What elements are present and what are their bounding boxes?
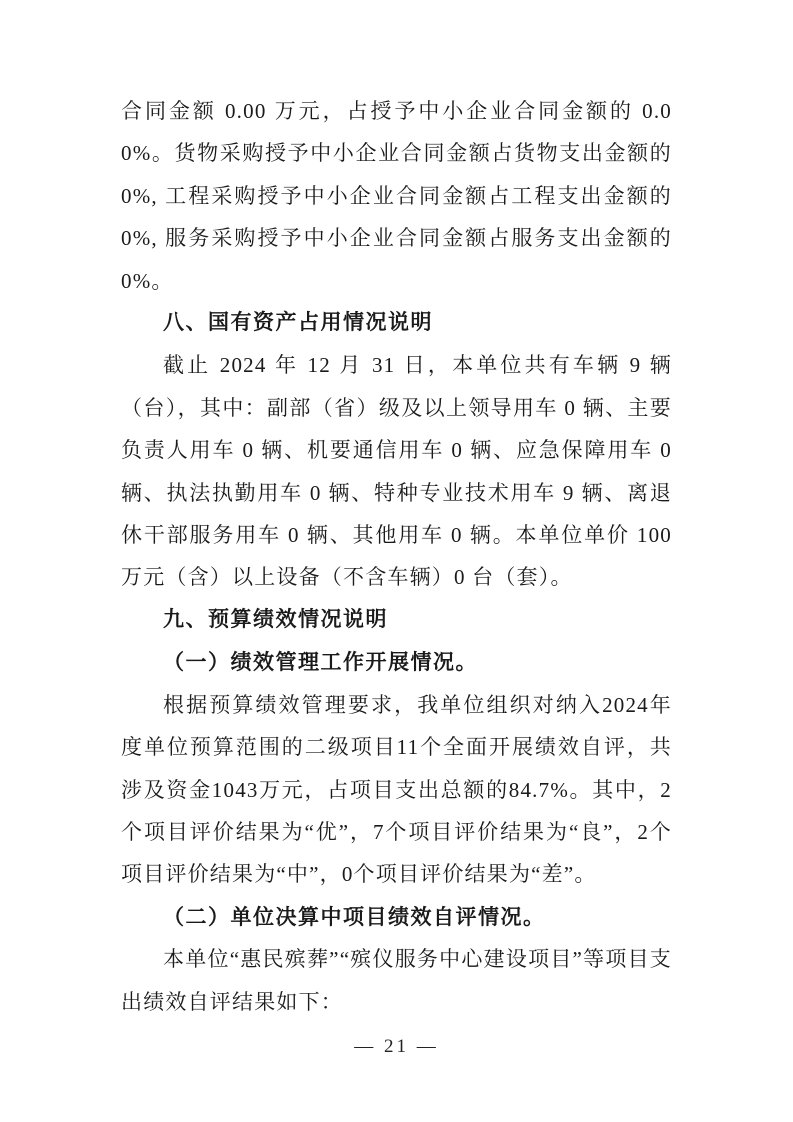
paragraph-project-results-intro: 本单位“惠民殡葬”“殡仪服务中心建设项目”等项目支出绩效自评结果如下： xyxy=(121,947,672,1014)
paragraph-smb-contract-amounts: 合同金额 0.00 万元，占授予中小企业合同金额的 0.00%。货物采购授予中小企业合同金额占货物支出金额的 0%, 工程采购授予中小企业合同金额占工程支出金额的 0%, 服务采购授予中小企业合同金额占服务支出金额的 0%。 xyxy=(121,99,672,293)
heading-subsection-1-performance-management: （一）绩效管理工作开展情况。 xyxy=(163,650,478,675)
heading-section-9-budget-performance: 九、预算绩效情况说明 xyxy=(163,607,388,631)
heading-section-8-state-assets: 八、国有资产占用情况说明 xyxy=(163,311,433,335)
paragraph-performance-self-evaluation: 根据预算绩效管理要求，我单位组织对纳入2024年度单位预算范围的二级项目11个全面开展绩效自评，共涉及资金1043万元，占项目支出总额的84.7%。其中，2个项目评价结果为“优”，7个项目评价结果为“良”，2个项目评价结果为“中”，0个项目评价结果为“差”。 xyxy=(121,692,672,887)
page-number: — 21 — xyxy=(354,1036,439,1057)
heading-subsection-2-project-self-evaluation: （二）单位决算中项目绩效自评情况。 xyxy=(163,904,546,929)
paragraph-vehicle-and-equipment: 截止 2024 年 12 月 31 日，本单位共有车辆 9 辆（台），其中：副部（省）级及以上领导用车 0 辆、主要负责人用车 0 辆、机要通信用车 0 辆、应急保障用车 0 辆、执法执勤用车 0 辆、特种专业技术用车 9 辆、离退休干部服务用车 0 辆、其他用车 0 辆。本单位单价 100 万元（含）以上设备（不含车辆）0 台（套）。 xyxy=(121,353,672,590)
document-body xyxy=(121,90,672,1023)
